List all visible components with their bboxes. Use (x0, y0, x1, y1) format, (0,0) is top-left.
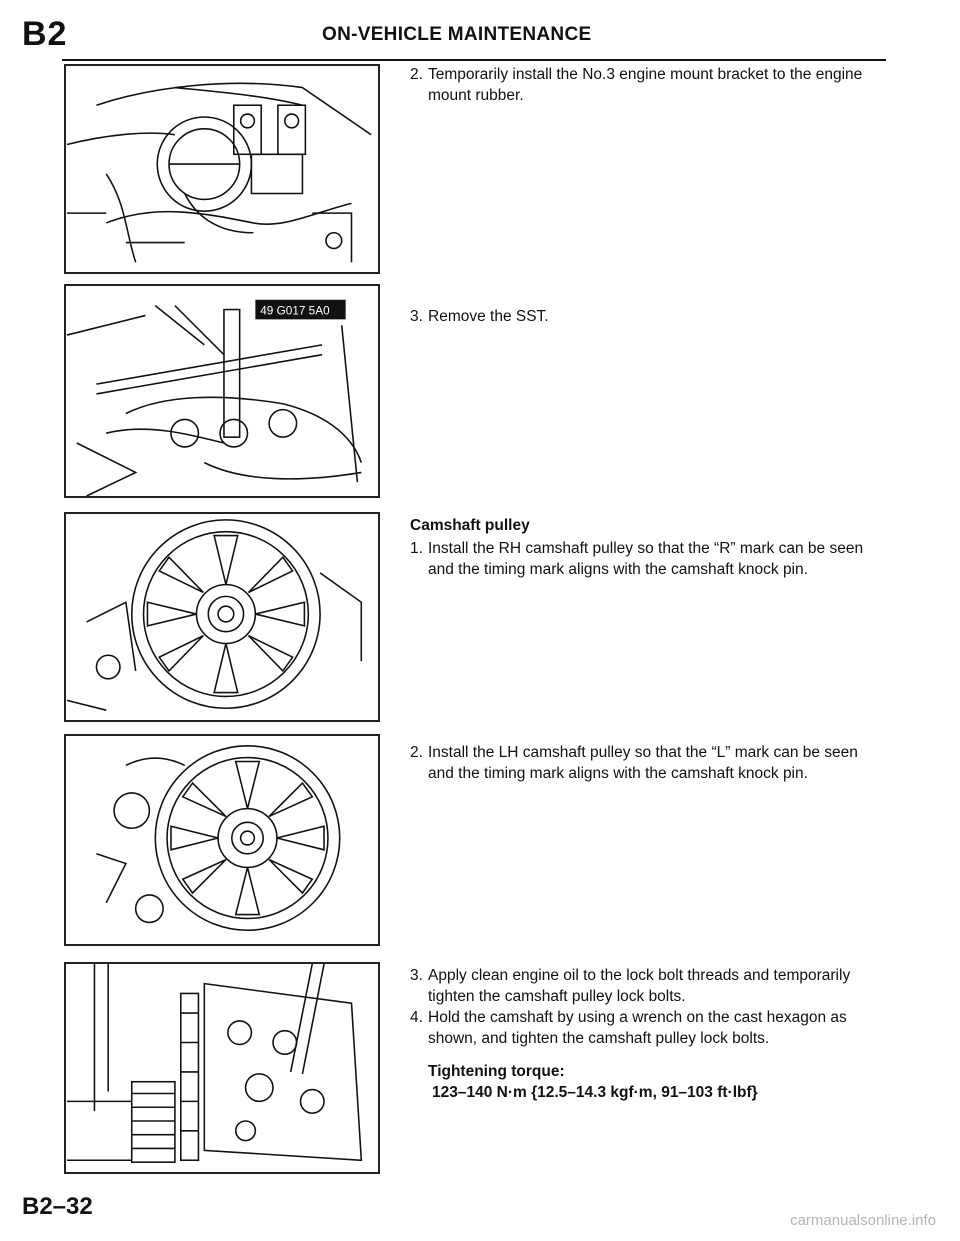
text-camshaft-pulley (410, 515, 868, 580)
step-number: 3. (410, 967, 423, 984)
section-code: B2 (22, 15, 68, 53)
step-number: 4. (410, 1009, 423, 1026)
step-number: 2. (410, 66, 423, 83)
text-remove-sst (410, 306, 868, 327)
page-number: B2–32 (22, 1193, 93, 1220)
step-item (410, 64, 868, 106)
torque-value: 123–140 N·m {12.5–14.3 kgf·m, 91–103 ft·lbf} (432, 1084, 758, 1101)
step-text: Apply clean engine oil to the lock bolt threads and temporarily tighten the camshaft pulley lock bolts. (428, 967, 851, 1005)
engine-mount-illustration (66, 66, 378, 272)
page-title: ON-VEHICLE MAINTENANCE (322, 24, 592, 45)
text-lh-pulley (410, 742, 868, 784)
torque-label: Tightening torque: (428, 1063, 565, 1080)
figure-engine-mount (64, 64, 380, 274)
watermark-text: carmanualsonline.info (790, 1212, 936, 1229)
step-text: Temporarily install the No.3 engine mount bracket to the engine mount rubber. (428, 66, 863, 104)
step-item (410, 306, 868, 327)
step-text: Hold the camshaft by using a wrench on the cast hexagon as shown, and tighten the camshaft pulley lock bolts. (428, 1009, 847, 1047)
step-number: 1. (410, 540, 423, 557)
text-lock-bolts (410, 965, 868, 1103)
figure-lh-pulley (64, 734, 380, 946)
sst-illustration (66, 286, 378, 496)
step-number: 3. (410, 308, 423, 325)
step-item (410, 965, 868, 1007)
figure-rh-pulley (64, 512, 380, 722)
figure-remove-sst (64, 284, 380, 498)
step-item (410, 538, 868, 580)
rh-pulley-illustration (66, 514, 378, 720)
step-text: Remove the SST. (428, 308, 549, 325)
step-item (410, 1007, 868, 1049)
step-text: Install the RH camshaft pulley so that the “R” mark can be seen and the timing mark aligns with the camshaft knock pin. (428, 540, 864, 578)
step-text: Install the LH camshaft pulley so that the “L” mark can be seen and the timing mark aligns with the camshaft knock pin. (428, 744, 858, 782)
page-header (22, 14, 868, 54)
section-heading: Camshaft pulley (410, 517, 530, 534)
figure-lock-bolts (64, 962, 380, 1174)
lock-bolts-illustration (66, 964, 378, 1172)
step-number: 2. (410, 744, 423, 761)
sst-label: 49 G017 5A0 (260, 304, 330, 318)
lh-pulley-illustration (66, 736, 378, 944)
step-item (410, 742, 868, 784)
text-engine-mount (410, 64, 868, 106)
header-rule (62, 59, 886, 61)
